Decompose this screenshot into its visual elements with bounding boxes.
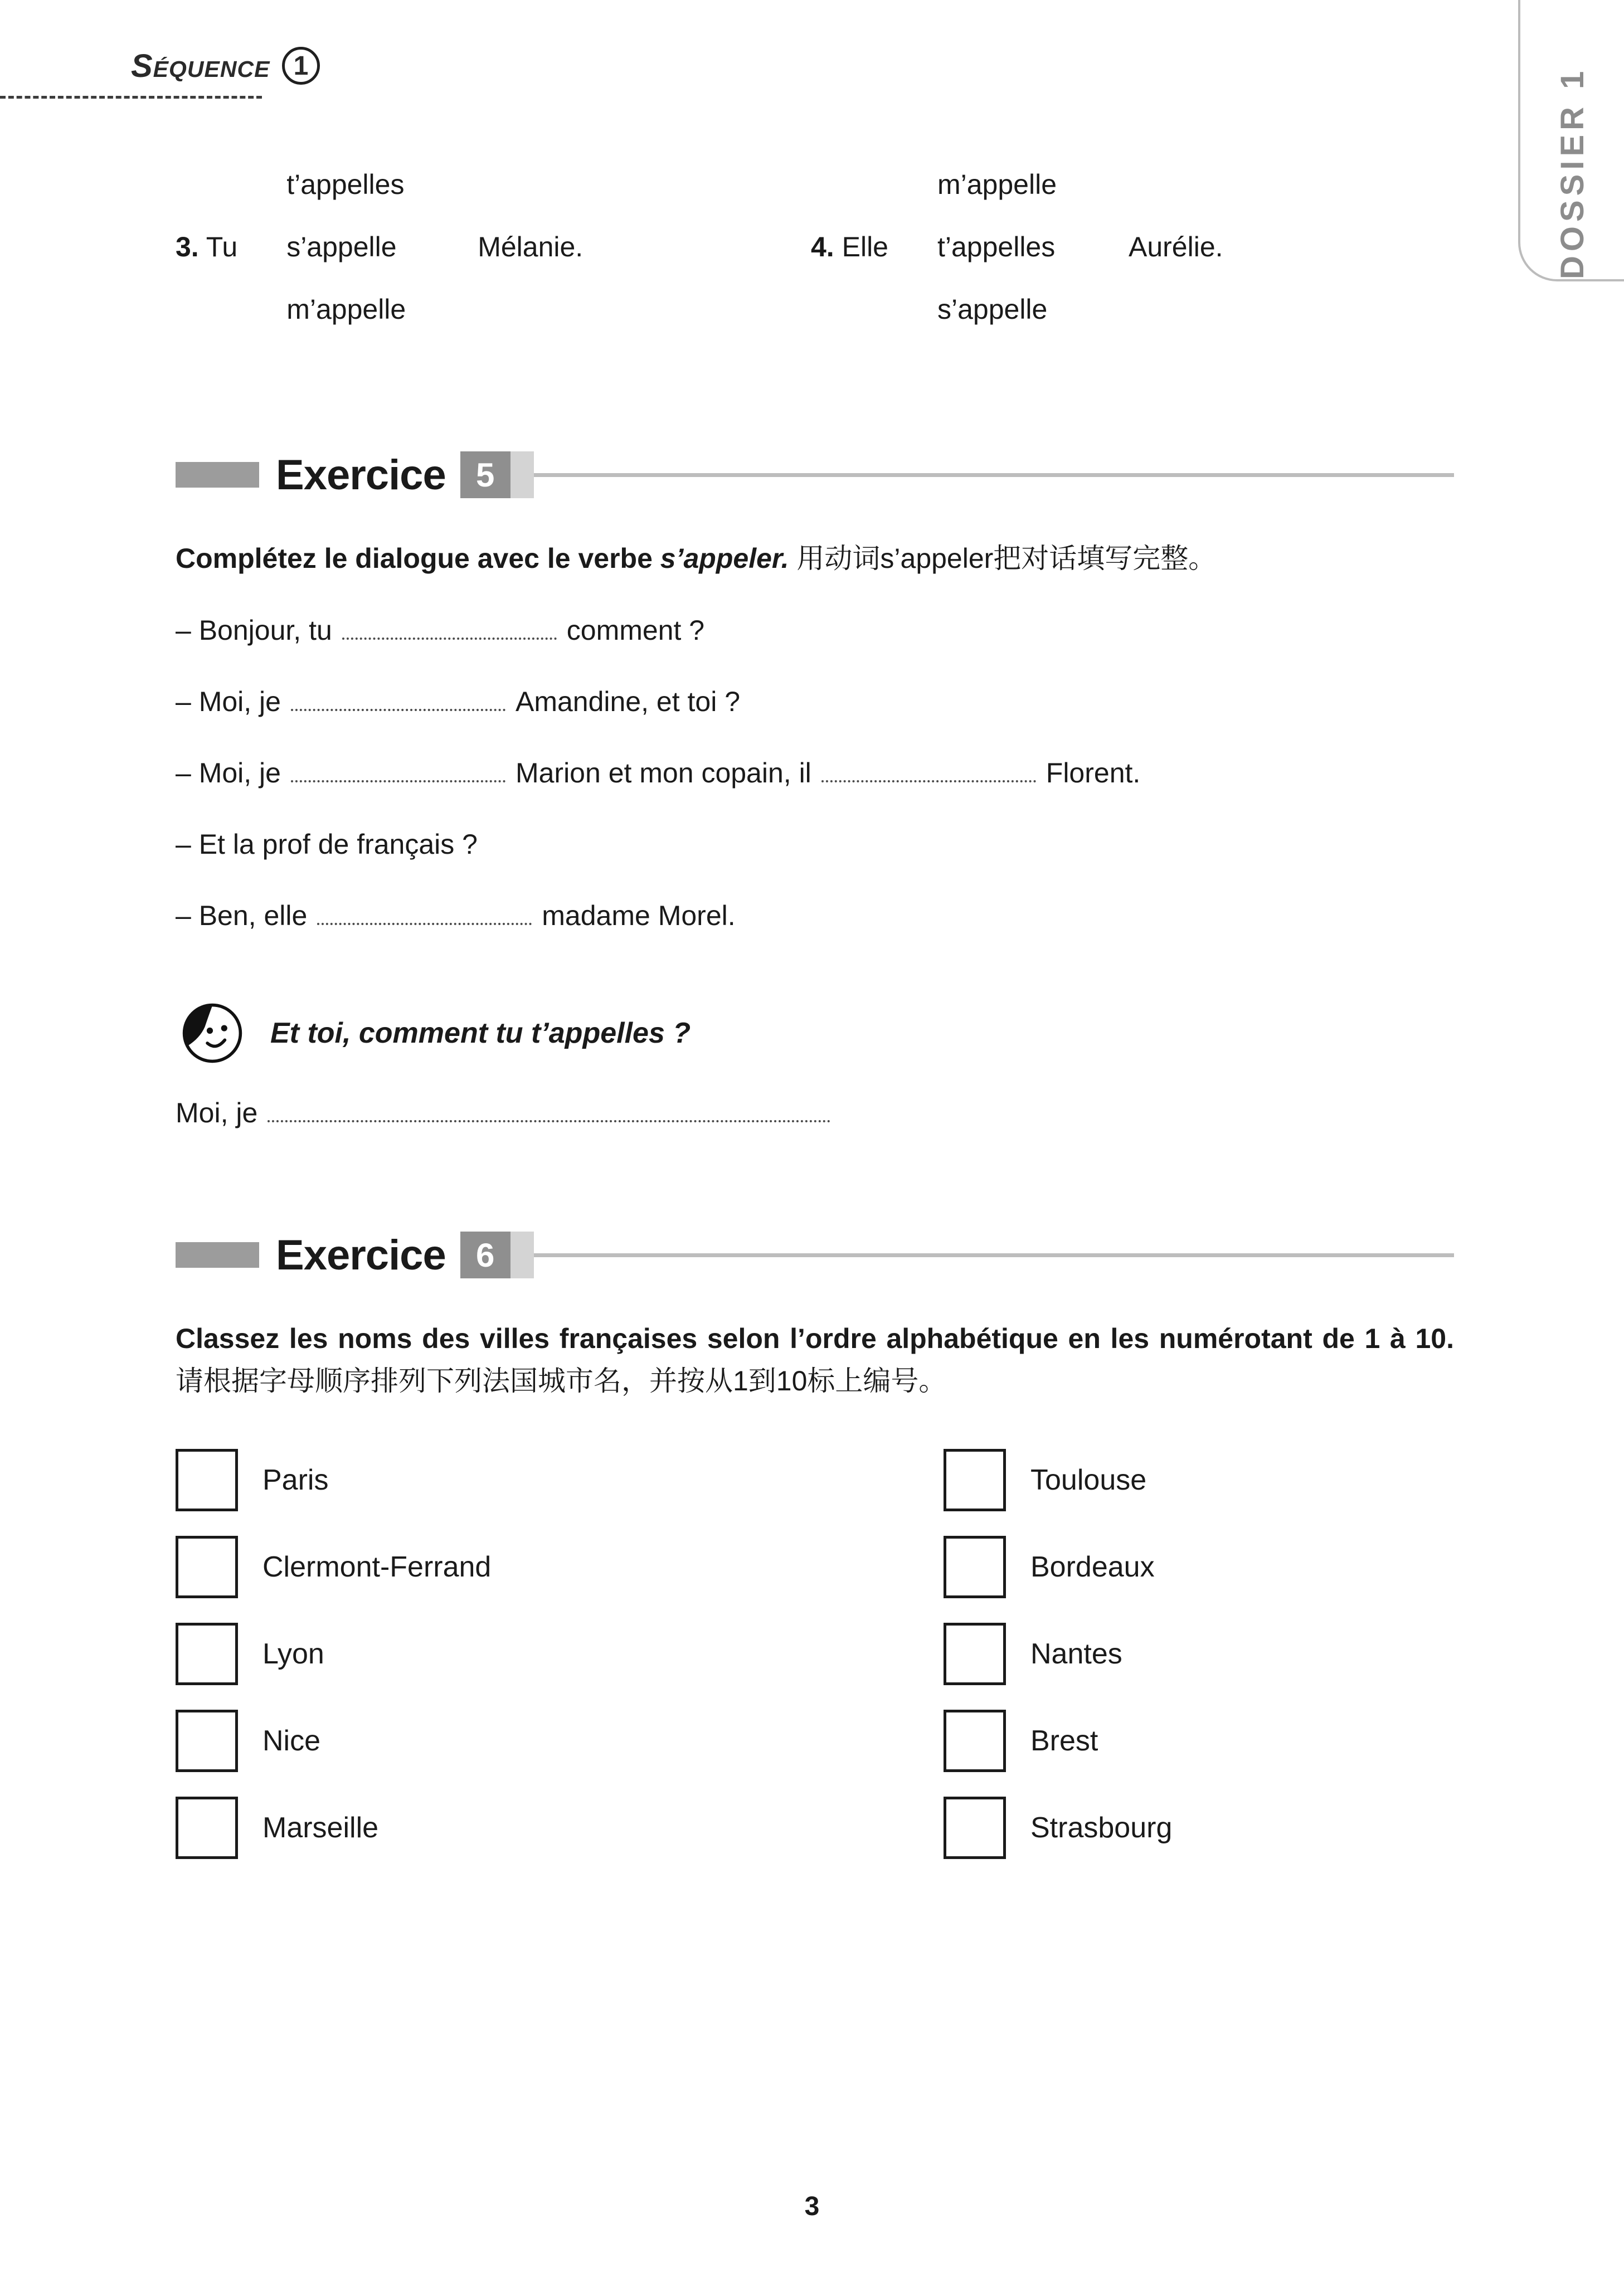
exercise5-instruction <box>176 537 1454 580</box>
city-column-right <box>944 1449 1454 1884</box>
city-label: Brest <box>1030 1725 1098 1757</box>
blank-line[interactable] <box>342 617 557 640</box>
verb-option[interactable]: t’appelles <box>937 231 1056 262</box>
dialogue-text: madame Morel. <box>542 900 736 931</box>
dialogue-text: Marion et mon copain, il <box>515 757 811 789</box>
answer-box[interactable] <box>944 1797 1006 1859</box>
verb-choice-section <box>176 153 1454 340</box>
verb-option[interactable]: m’appelle <box>937 169 1057 200</box>
city-item <box>944 1623 1454 1685</box>
city-label: Lyon <box>262 1638 324 1670</box>
city-label: Paris <box>262 1464 329 1496</box>
verb-option[interactable]: s’appelle <box>937 294 1048 325</box>
answer-box[interactable] <box>176 1449 238 1511</box>
item-number: 3. <box>176 231 199 262</box>
dialogue-line-5 <box>176 896 1454 935</box>
item-lead <box>811 231 888 263</box>
answer-prefix: Moi, je <box>176 1097 258 1128</box>
city-label: Marseille <box>262 1812 379 1844</box>
city-label: Bordeaux <box>1030 1551 1155 1583</box>
dialogue-text: – Ben, elle <box>176 900 308 931</box>
exercise6-header <box>176 1229 1454 1281</box>
dialogue-text: – Et la prof de français ? <box>176 829 478 860</box>
answer-box[interactable] <box>944 1623 1006 1685</box>
city-item <box>176 1797 944 1859</box>
item-name: Mélanie. <box>478 231 584 262</box>
city-label: Toulouse <box>1030 1464 1147 1496</box>
exercise-number-shadow <box>510 451 534 498</box>
blank-line[interactable] <box>317 903 532 925</box>
sequence-number-badge: 1 <box>282 47 320 85</box>
answer-box[interactable] <box>944 1536 1006 1598</box>
verb-options <box>286 153 429 340</box>
city-label: Nice <box>262 1725 321 1757</box>
personal-prompt-row <box>181 1002 1454 1064</box>
dialogue-text: comment ? <box>566 615 705 646</box>
answer-box[interactable] <box>944 1449 1006 1511</box>
personal-prompt-text: Et toi, comment tu t’appelles ? <box>270 1017 691 1049</box>
instruction-fr: Complétez le dialogue avec le verbe <box>176 543 653 574</box>
exercise5-title: Exercice <box>276 451 446 499</box>
answer-box[interactable] <box>176 1797 238 1859</box>
verb-choice-item-4 <box>811 153 1223 340</box>
dialogue-text: – Bonjour, tu <box>176 615 332 646</box>
exercise-header-bar <box>176 462 259 488</box>
exercise-header-rule <box>534 473 1454 477</box>
dialogue-text: – Moi, je <box>176 686 281 717</box>
smiley-icon <box>181 1002 244 1064</box>
verb-option[interactable]: m’appelle <box>286 294 406 325</box>
blank-line[interactable] <box>291 689 505 711</box>
city-list <box>176 1449 1454 1884</box>
page-number: 3 <box>804 2192 820 2221</box>
city-item <box>176 1623 944 1685</box>
answer-box[interactable] <box>176 1710 238 1772</box>
city-label: Nantes <box>1030 1638 1122 1670</box>
exercise6-number-badge: 6 <box>460 1232 510 1278</box>
dialogue-block <box>176 611 1454 935</box>
blank-line[interactable] <box>291 760 505 782</box>
verb-option[interactable]: t’appelles <box>286 169 405 200</box>
city-item <box>944 1536 1454 1598</box>
city-item <box>176 1710 944 1772</box>
verb-option[interactable]: s’appelle <box>286 231 397 262</box>
verb-choice-item-3 <box>176 153 811 340</box>
instruction-zh: 请根据字母顺序排列下列法国城市名，并按从1到10标上编号。 <box>176 1365 947 1397</box>
instruction-verb: s’appeler. <box>660 543 789 574</box>
dossier-label: DOSSIER 1 <box>1554 66 1591 279</box>
city-label: Clermont-Ferrand <box>262 1551 492 1583</box>
city-item <box>944 1797 1454 1859</box>
dialogue-line-3 <box>176 753 1454 792</box>
item-pronoun: Elle <box>842 231 888 262</box>
blank-line[interactable] <box>268 1100 830 1122</box>
instruction-zh: 用动词s’appeler把对话填写完整。 <box>796 543 1217 574</box>
exercise5-header <box>176 449 1454 500</box>
sequence-label: Séquence <box>131 47 270 84</box>
dialogue-line-4 <box>176 825 1454 864</box>
item-lead <box>176 231 237 263</box>
exercise6-title: Exercice <box>276 1231 446 1279</box>
city-item <box>944 1710 1454 1772</box>
answer-box[interactable] <box>176 1623 238 1685</box>
city-column-left <box>176 1449 944 1884</box>
answer-box[interactable] <box>176 1536 238 1598</box>
city-item <box>176 1449 944 1511</box>
dialogue-line-1 <box>176 611 1454 650</box>
city-item <box>944 1449 1454 1511</box>
exercise6-instruction <box>176 1317 1454 1402</box>
exercise5-number-badge: 5 <box>460 451 510 498</box>
personal-answer-line <box>176 1097 1454 1129</box>
dialogue-text: Amandine, et toi ? <box>515 686 740 717</box>
dialogue-text: Florent. <box>1046 757 1141 789</box>
item-pronoun: Tu <box>206 231 238 262</box>
city-item <box>176 1536 944 1598</box>
city-label: Strasbourg <box>1030 1812 1173 1844</box>
dialogue-line-2 <box>176 682 1454 721</box>
item-number: 4. <box>811 231 834 262</box>
verb-options <box>937 153 1080 340</box>
instruction-fr: Classez les noms des villes françaises selon l’ordre alphabétique en les numérotant de 1 à 10. <box>176 1323 1454 1354</box>
exercise-header-rule <box>534 1253 1454 1257</box>
exercise-number-shadow <box>510 1232 534 1278</box>
item-name: Aurélie. <box>1128 231 1223 262</box>
dialogue-text: – Moi, je <box>176 757 281 789</box>
exercise-header-bar <box>176 1242 259 1268</box>
answer-box[interactable] <box>944 1710 1006 1772</box>
blank-line[interactable] <box>821 760 1036 782</box>
